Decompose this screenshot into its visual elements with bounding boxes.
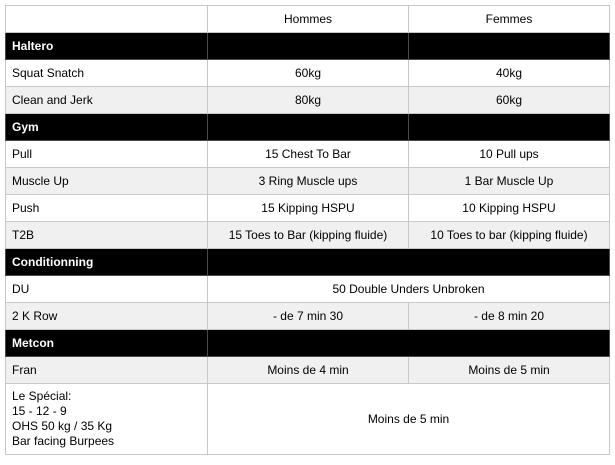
row-label: Pull [6,141,208,168]
section-fill [208,114,409,141]
row-femmes: 10 Pull ups [409,141,610,168]
row-hommes: 15 Toes to Bar (kipping fluide) [208,222,409,249]
section-fill [409,33,610,60]
row-hommes: 80kg [208,87,409,114]
section-haltero [6,33,610,60]
row-hommes: 15 Kipping HSPU [208,195,409,222]
section-title: Metcon [6,330,208,357]
section-fill [208,249,610,276]
row-femmes: - de 8 min 20 [409,303,610,330]
row-hommes: Moins de 4 min [208,357,409,384]
table-row [6,60,610,87]
header-hommes: Hommes [208,6,409,33]
row-label: Clean and Jerk [6,87,208,114]
row-femmes: 10 Kipping HSPU [409,195,610,222]
section-metcon [6,330,610,357]
row-label: Push [6,195,208,222]
row-label: T2B [6,222,208,249]
table-row [6,87,610,114]
row-femmes: 60kg [409,87,610,114]
special-line: Bar facing Burpees [12,434,115,448]
row-value-merged: 50 Double Unders Unbroken [208,276,610,303]
table-row [6,276,610,303]
row-femmes: Moins de 5 min [409,357,610,384]
row-label: Muscle Up [6,168,208,195]
standards-table [5,5,610,455]
section-gym [6,114,610,141]
row-hommes: 3 Ring Muscle ups [208,168,409,195]
row-label: 2 K Row [6,303,208,330]
table-row [6,195,610,222]
section-title: Conditionning [6,249,208,276]
section-fill [409,114,610,141]
special-line: 15 - 12 - 9 [12,404,67,418]
table-row [6,222,610,249]
table-row [6,384,610,455]
section-title: Gym [6,114,208,141]
table-row [6,168,610,195]
row-femmes: 1 Bar Muscle Up [409,168,610,195]
header-femmes: Femmes [409,6,610,33]
header-empty-cell [6,6,208,33]
row-label: Fran [6,357,208,384]
row-hommes: 60kg [208,60,409,87]
row-hommes: - de 7 min 30 [208,303,409,330]
row-label: Squat Snatch [6,60,208,87]
section-title: Haltero [6,33,208,60]
row-value-merged: Moins de 5 min [208,384,610,455]
row-label-multiline [6,384,208,455]
header-row [6,6,610,33]
special-line: Le Spécial: [12,389,72,403]
section-fill [208,33,409,60]
row-femmes: 10 Toes to bar (kipping fluide) [409,222,610,249]
section-fill [208,330,610,357]
table-row [6,303,610,330]
table-row [6,357,610,384]
section-conditionning [6,249,610,276]
row-femmes: 40kg [409,60,610,87]
row-label: DU [6,276,208,303]
table-row [6,141,610,168]
row-hommes: 15 Chest To Bar [208,141,409,168]
special-line: OHS 50 kg / 35 Kg [12,419,113,433]
